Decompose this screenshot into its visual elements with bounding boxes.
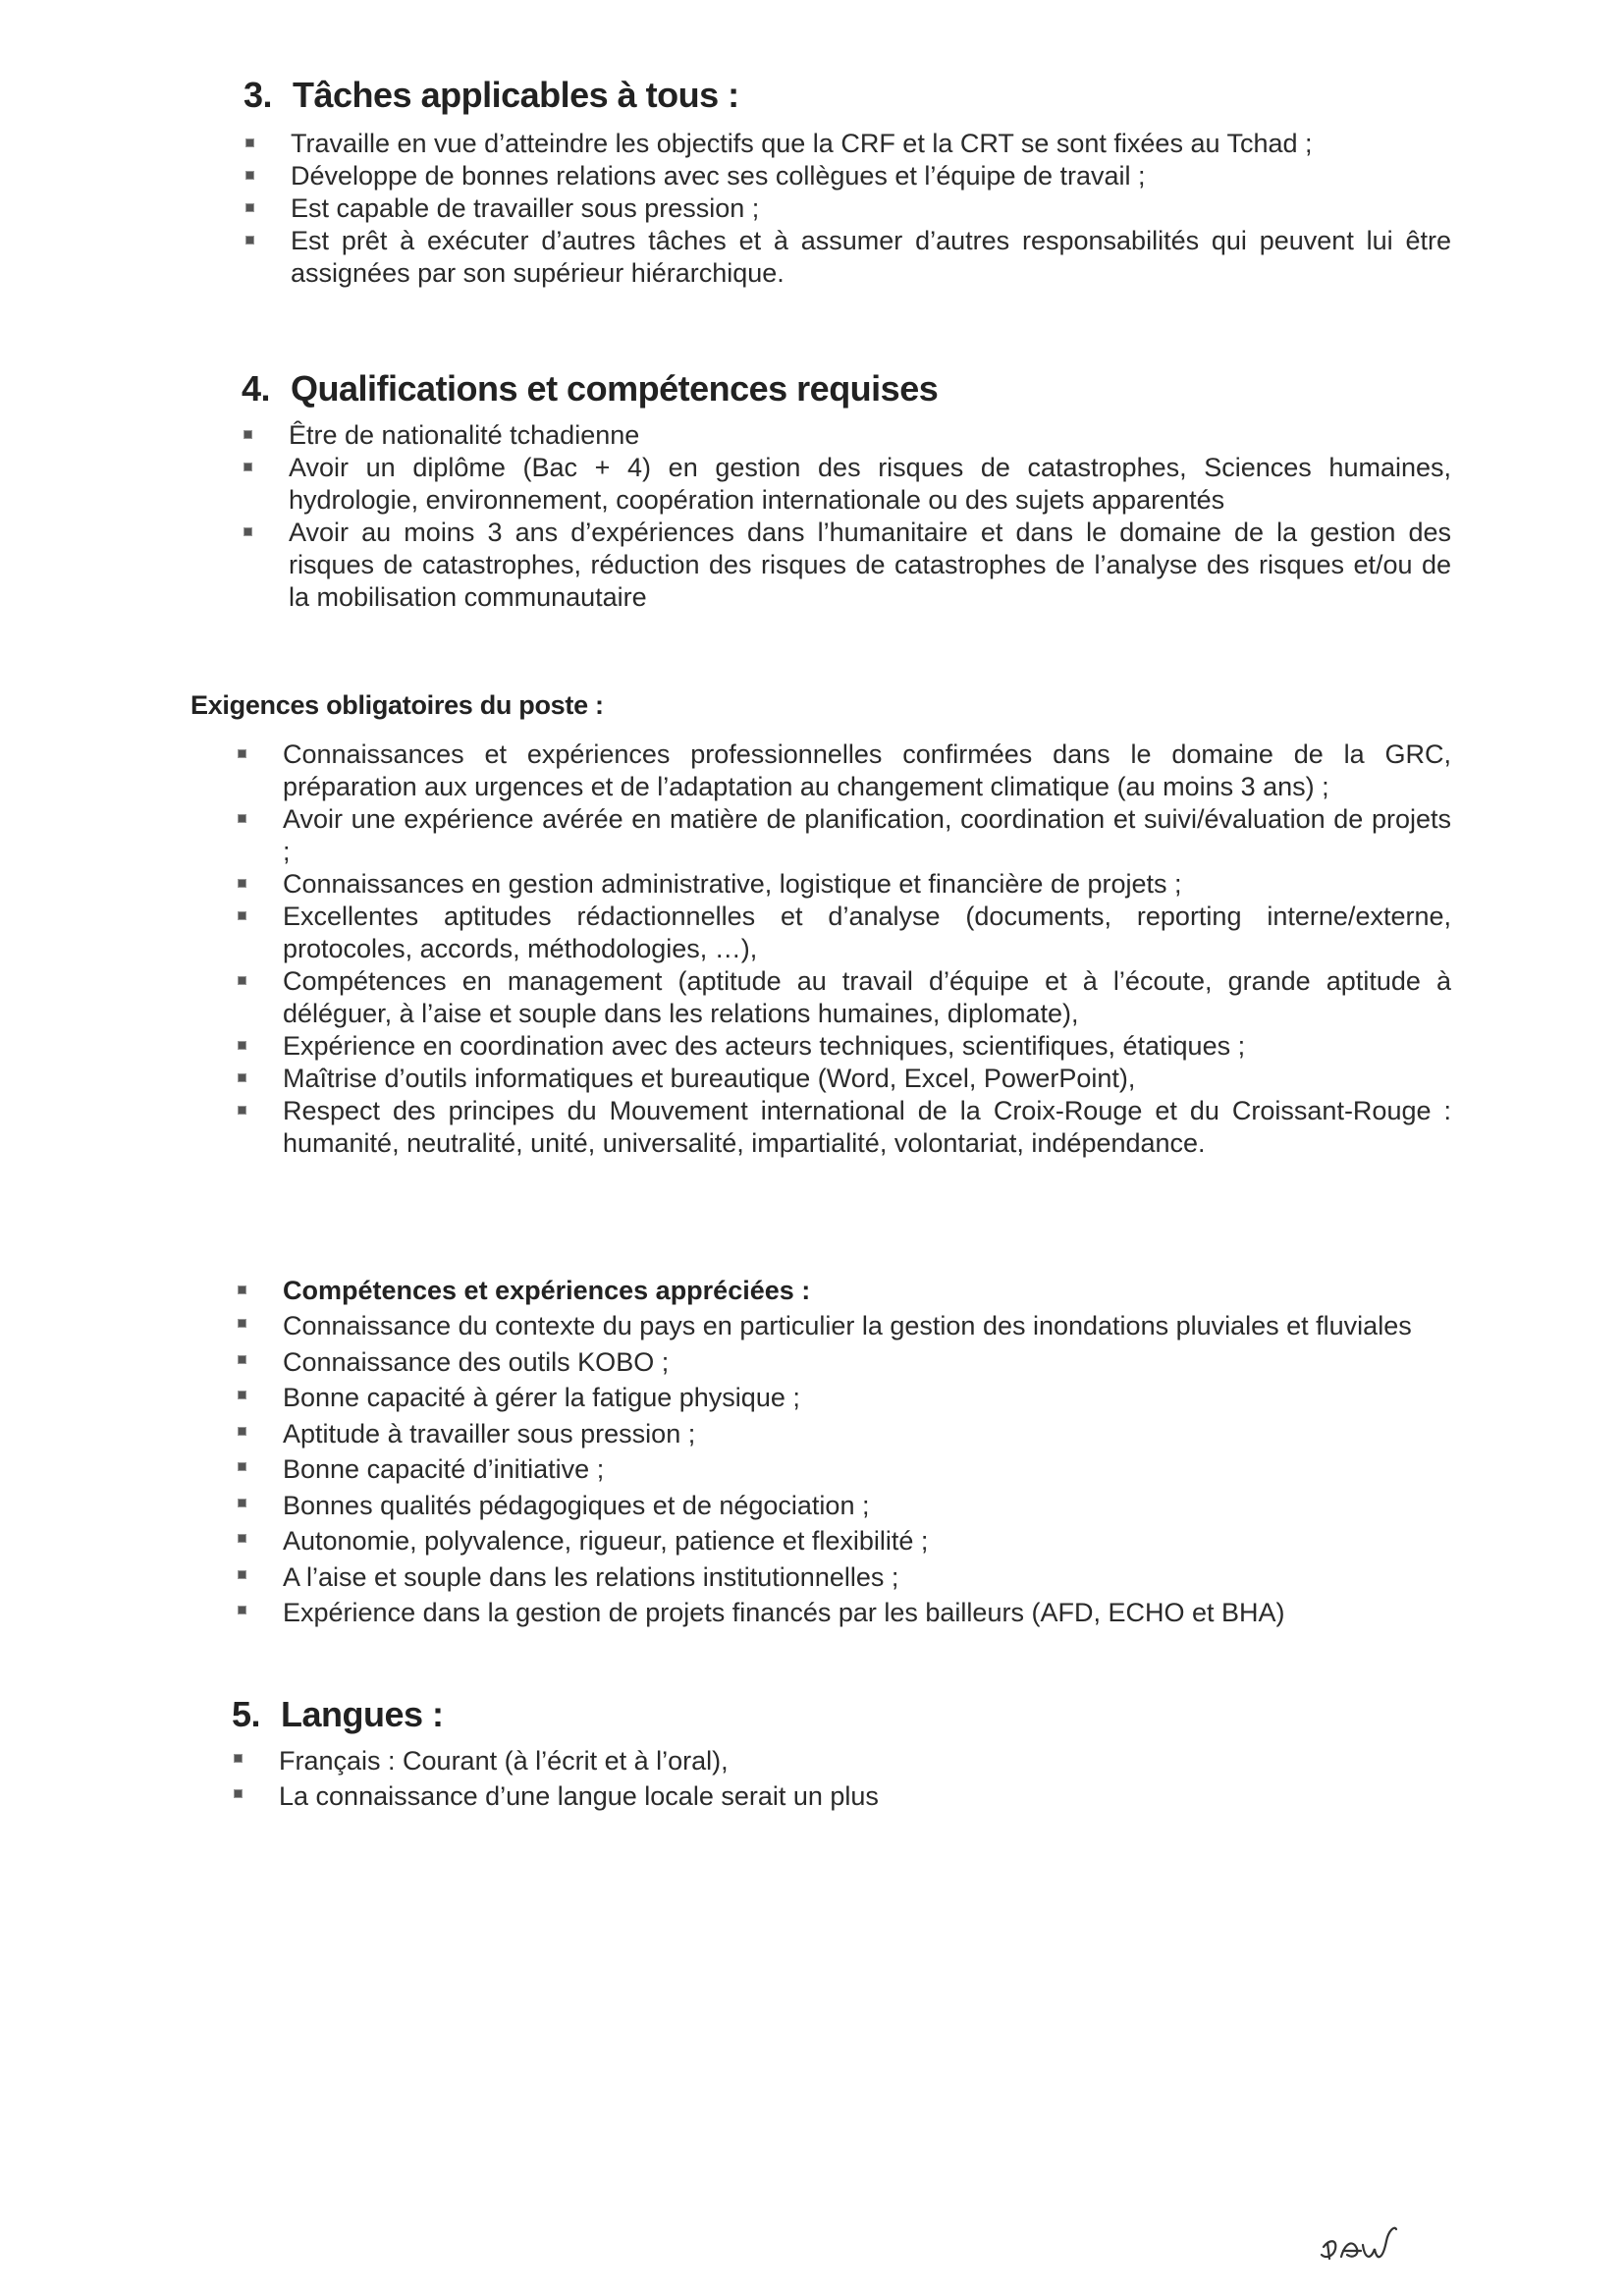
section-4-heading (242, 368, 1451, 410)
list-item: Est prêt à exécuter d’autres tâches et à assumer d’autres responsabilités qui peuvent lui être assignées par son supérieur hiérarchique. (244, 225, 1451, 290)
bullet-icon (244, 527, 252, 536)
exigences-section (236, 738, 1451, 1160)
competences-heading: Compétences et expériences appréciées : (236, 1273, 1451, 1308)
bullet-icon (244, 463, 252, 471)
list-item: La connaissance d’une langue locale serait un plus (232, 1778, 1449, 1814)
list-item: Respect des principes du Mouvement international de la Croix-Rouge et du Croissant-Rouge : humanité, neutralité, unité, universalité, impartialité, volontariat, indépendance. (236, 1095, 1451, 1160)
bullet-icon (234, 1789, 243, 1798)
bullet-icon (238, 1427, 246, 1436)
list-item: Développe de bonnes relations avec ses collègues et l’équipe de travail ; (244, 160, 1451, 192)
bullet-icon (245, 138, 254, 147)
bullet-icon (245, 203, 254, 212)
bullet-icon (238, 1534, 246, 1543)
bullet-icon (238, 911, 246, 920)
section-3-heading (244, 75, 1451, 116)
bullet-icon (238, 1355, 246, 1364)
bullet-icon (238, 1570, 246, 1579)
section-5-number: 5. (232, 1694, 261, 1734)
section-5-list (232, 1743, 1449, 1814)
bullet-icon (238, 814, 246, 823)
bullet-icon (238, 1462, 246, 1471)
list-item: Excellentes aptitudes rédactionnelles et d’analyse (documents, reporting interne/externe, protocoles, accords, méthodologies, …), (236, 901, 1451, 965)
bullet-icon (238, 879, 246, 888)
list-item: Expérience en coordination avec des acteurs techniques, scientifiques, étatiques ; (236, 1030, 1451, 1063)
list-item: Français : Courant (à l’écrit et à l’oral), (232, 1743, 1449, 1778)
list-item: Connaissance des outils KOBO ; (236, 1344, 1451, 1381)
bullet-icon (245, 236, 254, 245)
list-item: Bonnes qualités pédagogiques et de négociation ; (236, 1488, 1451, 1524)
bullet-icon (244, 430, 252, 439)
section-4 (242, 368, 1451, 614)
list-item: Avoir au moins 3 ans d’expériences dans l’humanitaire et dans le domaine de la gestion des risques de catastrophes, réduction des risques de catastrophes de l’analyse des risques et/ou de la mobilisation communautaire (242, 517, 1451, 614)
bullet-icon (238, 1319, 246, 1328)
bullet-icon (238, 749, 246, 758)
exigences-heading: Exigences obligatoires du poste : (190, 690, 604, 720)
bullet-icon (238, 1073, 246, 1082)
list-item: Est capable de travailler sous pression ; (244, 192, 1451, 225)
bullet-icon (238, 1499, 246, 1507)
list-item: Maîtrise d’outils informatiques et bureautique (Word, Excel, PowerPoint), (236, 1063, 1451, 1095)
bullet-icon (238, 1285, 246, 1294)
competences-section (236, 1273, 1451, 1631)
list-item: Aptitude à travailler sous pression ; (236, 1416, 1451, 1452)
bullet-icon (238, 1606, 246, 1614)
handwritten-initials-signature (1316, 2210, 1414, 2269)
section-4-list (242, 419, 1451, 614)
bullet-icon (238, 1041, 246, 1050)
list-item: Compétences en management (aptitude au travail d’équipe et à l’écoute, grande aptitude à déléguer, à l’aise et souple dans les relations humaines, diplomate), (236, 965, 1451, 1030)
list-item: Connaissance du contexte du pays en particulier la gestion des inondations pluviales et fluviales (236, 1308, 1451, 1344)
list-item: Bonne capacité d’initiative ; (236, 1451, 1451, 1488)
exigences-list (236, 738, 1451, 1160)
list-item: Avoir un diplôme (Bac + 4) en gestion des risques de catastrophes, Sciences humaines, hydrologie, environnement, coopération internationale ou des sujets apparentés (242, 452, 1451, 517)
section-4-title: Qualifications et compétences requises (291, 368, 939, 409)
section-5 (232, 1694, 1449, 1814)
section-5-title: Langues : (281, 1694, 444, 1734)
bullet-icon (245, 171, 254, 180)
list-item: Travaille en vue d’atteindre les objectifs que la CRF et la CRT se sont fixées au Tchad ; (244, 128, 1451, 160)
list-item: Autonomie, polyvalence, rigueur, patience et flexibilité ; (236, 1523, 1451, 1559)
list-item: A l’aise et souple dans les relations institutionnelles ; (236, 1559, 1451, 1596)
section-3-list (244, 128, 1451, 290)
bullet-icon (234, 1754, 243, 1763)
list-item: Bonne capacité à gérer la fatigue physique ; (236, 1380, 1451, 1416)
list-item: Connaissances et expériences professionnelles confirmées dans le domaine de la GRC, préparation aux urgences et de l’adaptation au changement climatique (au moins 3 ans) ; (236, 738, 1451, 803)
section-4-number: 4. (242, 368, 271, 409)
list-item: Expérience dans la gestion de projets financés par les bailleurs (AFD, ECHO et BHA) (236, 1595, 1451, 1631)
bullet-icon (238, 976, 246, 985)
bullet-icon (238, 1391, 246, 1399)
section-5-heading (232, 1694, 1449, 1735)
list-item: Connaissances en gestion administrative, logistique et financière de projets ; (236, 868, 1451, 901)
list-item: Avoir une expérience avérée en matière de planification, coordination et suivi/évaluation de projets ; (236, 803, 1451, 868)
list-item: Être de nationalité tchadienne (242, 419, 1451, 452)
competences-list (236, 1308, 1451, 1631)
section-3-title: Tâches applicables à tous : (293, 75, 739, 115)
section-3-number: 3. (244, 75, 273, 115)
section-3 (244, 75, 1451, 290)
bullet-icon (238, 1106, 246, 1115)
